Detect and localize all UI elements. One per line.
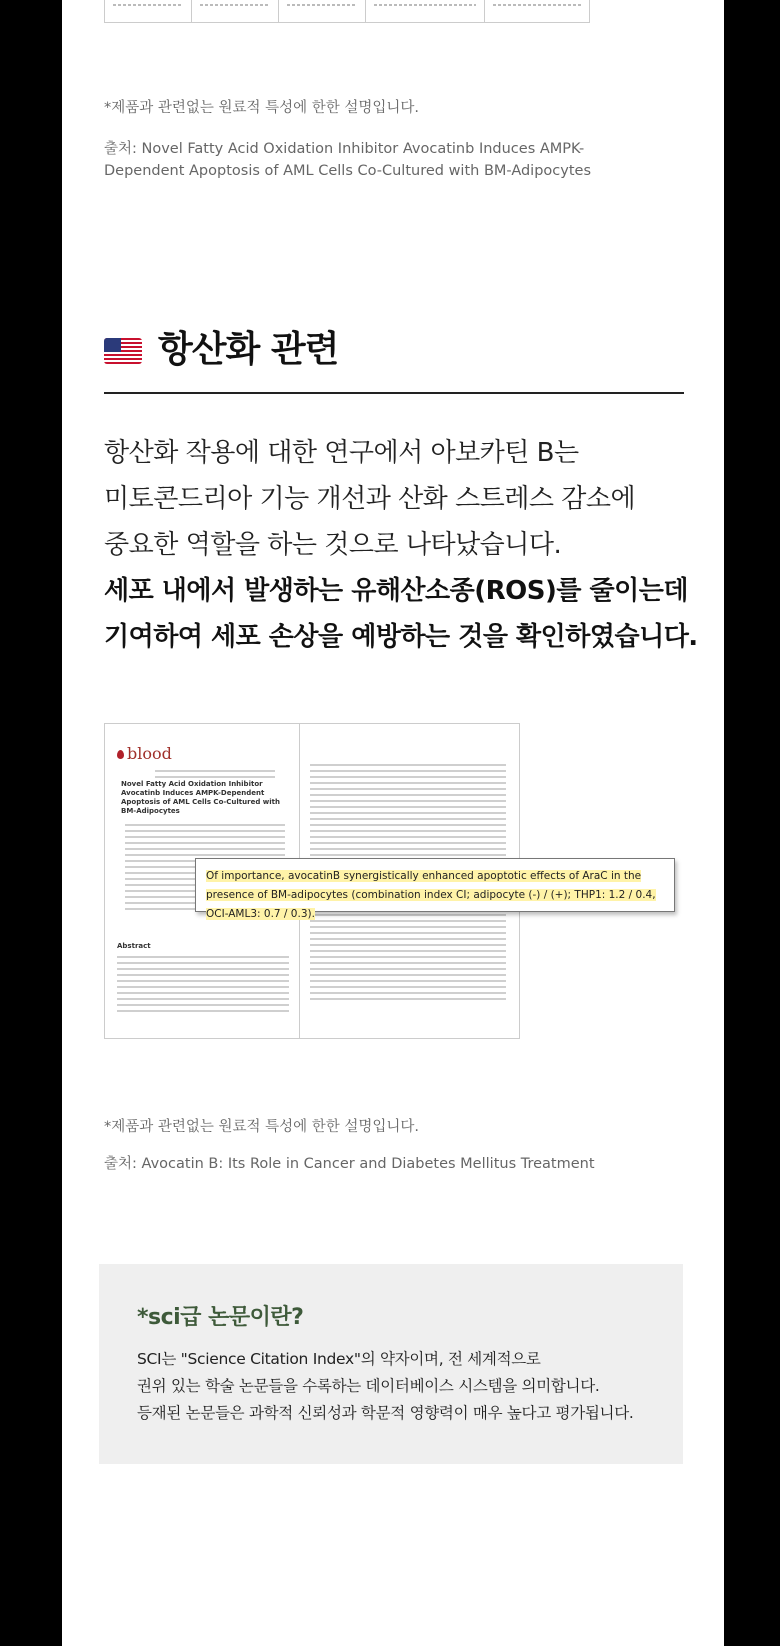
source-citation: 출처: Avocatin B: Its Role in Cancer and Diabetes Mellitus Treatment <box>104 1156 595 1172</box>
sci-line: 등재된 논문들은 과학적 신뢰성과 학문적 영향력이 매우 높다고 평가됩니다. <box>137 1404 634 1422</box>
table-cell <box>366 0 485 22</box>
highlight-text: Of importance, avocatinB synergistically enhanced apoptotic effects of AraC in the presence of BM-adipocytes (combination index CI; adipocyte (-) / (+); THP1: 1.2 / 0.4, OCI-AML3: 0.7 / 0.3). <box>206 870 656 920</box>
sci-description <box>137 1346 677 1427</box>
antioxidant-description <box>104 430 704 660</box>
sci-info-box <box>99 1264 683 1464</box>
section-heading <box>104 328 684 394</box>
highlight-quote <box>195 858 675 920</box>
description-bold-line: 세포 내에서 발생하는 유해산소종(ROS)를 줄이는데 <box>104 576 689 606</box>
us-flag-icon <box>104 338 142 364</box>
abstract-label: Abstract <box>117 942 151 950</box>
content-page <box>62 0 724 1646</box>
section-title: 항산화 관련 <box>158 329 339 370</box>
journal-logo <box>117 744 172 763</box>
paper-title: Novel Fatty Acid Oxidation Inhibitor Avocatinb Induces AMPK-Dependent Apoptosis of AML Cells Co-Cultured with BM-Adipocytes <box>121 780 280 815</box>
description-line: 항산화 작용에 대한 연구에서 아보카틴 B는 <box>104 438 579 468</box>
blood-drop-icon <box>117 750 124 759</box>
journal-name: blood <box>127 744 172 763</box>
table-cell <box>485 0 589 22</box>
table-cell <box>192 0 279 22</box>
table-cell <box>279 0 366 22</box>
description-line: 중요한 역할을 하는 것으로 나타났습니다. <box>104 530 562 560</box>
sci-title: *sci급 논문이란? <box>137 1305 304 1330</box>
disclaimer-note: *제품과 관련없는 원료적 특성에 한한 설명입니다. <box>104 1119 420 1135</box>
sci-line: 권위 있는 학술 논문들을 수록하는 데이터베이스 시스템을 의미합니다. <box>137 1377 600 1395</box>
description-bold-line: 기여하여 세포 손상을 예방하는 것을 확인하였습니다. <box>104 622 698 652</box>
table-cell <box>105 0 192 22</box>
description-line: 미토콘드리아 기능 개선과 산화 스트레스 감소에 <box>104 484 636 514</box>
disclaimer-note: *제품과 관련없는 원료적 특성에 한한 설명입니다. <box>104 100 420 116</box>
source-citation: 출처: Novel Fatty Acid Oxidation Inhibitor Avocatinb Induces AMPK-Dependent Apoptosis of AML Cells Co-Cultured with BM-Adipocytes <box>104 141 592 179</box>
study-table-bottom <box>104 0 590 23</box>
sci-line: SCI는 "Science Citation Index"의 약자이며, 전 세계적으로 <box>137 1350 541 1368</box>
